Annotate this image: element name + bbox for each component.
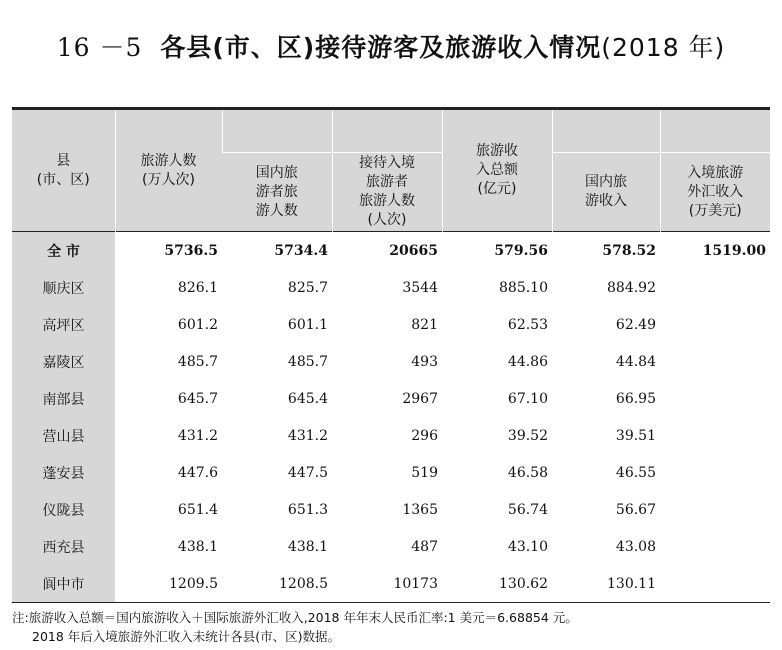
header-domestic-revenue [552, 153, 660, 232]
header-inbound-tourists [332, 153, 442, 232]
header-blank-4 [660, 109, 770, 153]
header-county [12, 109, 115, 232]
domestic-tourists-cell: 601.1 [287, 316, 328, 333]
tourists-cell: 447.6 [177, 464, 218, 481]
domestic-revenue-cell: 44.84 [615, 353, 656, 370]
inbound-tourists-cell: 487 [411, 538, 438, 555]
header-line: 外汇收入 [687, 183, 744, 200]
domestic-tourists-cell: 645.4 [287, 390, 328, 407]
header-line: (万美元) [688, 202, 742, 219]
total-revenue-cell: 56.74 [507, 501, 548, 518]
inbound-tourists-cell: 519 [411, 464, 438, 481]
table-row [12, 269, 770, 306]
header-line: 入总额 [476, 162, 518, 178]
header-line: (人次) [367, 212, 407, 228]
domestic-tourists-cell: 438.1 [287, 538, 328, 555]
inbound-tourists-cell: 2967 [402, 390, 438, 407]
total-revenue-cell: 46.58 [507, 464, 548, 481]
header-line: 旅游人数 [140, 152, 197, 169]
total-revenue-cell: 43.10 [507, 538, 548, 555]
county-cell: 仪陇县 [12, 491, 115, 528]
domestic-tourists-cell: 447.5 [287, 464, 328, 481]
table-notes [12, 608, 578, 646]
tourists-cell: 645.7 [177, 390, 218, 407]
header-inbound-revenue [660, 153, 770, 232]
header-line: 游人数 [255, 202, 298, 219]
inbound-revenue-cell [660, 380, 770, 417]
tourists-cell: 826.1 [177, 279, 218, 296]
county-cell: 全 市 [12, 232, 115, 270]
tourists-cell: 485.7 [177, 353, 218, 370]
header-line: 游者旅 [255, 183, 298, 200]
table-number: 16 －5 [56, 33, 143, 62]
header-line: 入境旅游 [687, 164, 744, 181]
header-line: 县 [56, 152, 71, 169]
table-row [12, 306, 770, 343]
domestic-tourists-cell: 825.7 [287, 279, 328, 296]
domestic-revenue-cell: 39.51 [615, 427, 656, 444]
inbound-revenue-cell [660, 269, 770, 306]
table-row [12, 380, 770, 417]
domestic-revenue-cell: 43.08 [615, 538, 656, 555]
domestic-revenue-cell: 46.55 [615, 464, 656, 481]
inbound-tourists-cell: 493 [411, 353, 438, 370]
header-line: 旅游收 [476, 143, 518, 159]
header-blank-1 [222, 109, 332, 153]
county-cell: 高坪区 [12, 306, 115, 343]
domestic-tourists-cell: 431.2 [287, 427, 328, 444]
inbound-tourists-cell: 821 [411, 316, 438, 333]
table-row [12, 491, 770, 528]
total-revenue-cell: 39.52 [507, 427, 548, 444]
inbound-revenue-cell [660, 528, 770, 565]
table-row [12, 528, 770, 565]
county-cell: 营山县 [12, 417, 115, 454]
header-line: (亿元) [477, 181, 517, 197]
header-line: (市、区) [36, 171, 90, 188]
domestic-revenue-cell: 884.92 [607, 279, 656, 296]
table-title-text: 各县(市、区)接待游客及旅游收入情况 [160, 33, 602, 62]
inbound-tourists-cell: 296 [411, 427, 438, 444]
tourists-cell: 5736.5 [115, 232, 222, 270]
total-revenue-cell: 44.86 [507, 353, 548, 370]
table-title-year: (2018 年) [601, 33, 726, 62]
domestic-revenue-cell: 56.67 [615, 501, 656, 518]
header-domestic-tourists [222, 153, 332, 232]
domestic-revenue-cell: 62.49 [615, 316, 656, 333]
inbound-tourists-cell: 1365 [402, 501, 438, 518]
total-revenue-cell: 62.53 [507, 316, 548, 333]
county-cell: 顺庆区 [12, 269, 115, 306]
tourists-cell: 601.2 [177, 316, 218, 333]
tourists-cell: 651.4 [177, 501, 218, 518]
table-row [12, 454, 770, 491]
tourists-cell: 431.2 [177, 427, 218, 444]
tourists-cell: 1209.5 [115, 565, 222, 603]
header-line: 国内旅 [255, 164, 298, 181]
table-row [12, 232, 770, 270]
header-line: 旅游人数 [359, 193, 415, 209]
total-revenue-cell: 579.56 [442, 232, 552, 270]
inbound-revenue-cell: 1519.00 [660, 232, 770, 270]
inbound-revenue-cell [660, 343, 770, 380]
domestic-tourists-cell: 485.7 [287, 353, 328, 370]
note-line-1: 注:旅游收入总额＝国内旅游收入＋国际旅游外汇收入,2018 年年末人民币汇率:1 美元＝6.68854 元。 [12, 610, 578, 625]
total-revenue-cell: 67.10 [507, 390, 548, 407]
domestic-tourists-cell: 651.3 [287, 501, 328, 518]
inbound-tourists-cell: 20665 [332, 232, 442, 270]
domestic-revenue-cell: 130.11 [552, 565, 660, 603]
domestic-tourists-cell: 5734.4 [222, 232, 332, 270]
header-tourists [115, 109, 222, 232]
county-cell: 南部县 [12, 380, 115, 417]
table-row [12, 417, 770, 454]
header-blank-3 [552, 109, 660, 153]
page-title [0, 28, 782, 64]
note-line-2: 2018 年后入境旅游外汇收入未统计各县(市、区)数据。 [32, 629, 341, 644]
header-blank-2 [332, 109, 442, 153]
header-line: 游收入 [585, 193, 627, 209]
domestic-revenue-cell: 66.95 [615, 390, 656, 407]
inbound-tourists-cell: 3544 [402, 279, 438, 296]
header-line: 国内旅 [585, 174, 627, 190]
inbound-tourists-cell: 10173 [332, 565, 442, 603]
inbound-revenue-cell [660, 491, 770, 528]
table-row [12, 343, 770, 380]
inbound-revenue-cell [660, 454, 770, 491]
county-cell: 蓬安县 [12, 454, 115, 491]
inbound-revenue-cell [660, 565, 770, 603]
county-cell: 西充县 [12, 528, 115, 565]
header-line: 接待入境 [359, 155, 415, 171]
tourists-cell: 438.1 [177, 538, 218, 555]
table-row [12, 565, 770, 603]
table-body [12, 232, 770, 603]
inbound-revenue-cell [660, 417, 770, 454]
header-line: 旅游者 [366, 174, 408, 190]
tourism-table [12, 107, 770, 603]
county-cell: 阆中市 [12, 565, 115, 603]
total-revenue-cell: 130.62 [442, 565, 552, 603]
inbound-revenue-cell [660, 306, 770, 343]
county-cell: 嘉陵区 [12, 343, 115, 380]
domestic-tourists-cell: 1208.5 [222, 565, 332, 603]
header-total-revenue [442, 109, 552, 232]
total-revenue-cell: 885.10 [499, 279, 548, 296]
data-table-container [12, 107, 770, 603]
header-line: (万人次) [142, 171, 195, 188]
domestic-revenue-cell: 578.52 [552, 232, 660, 270]
